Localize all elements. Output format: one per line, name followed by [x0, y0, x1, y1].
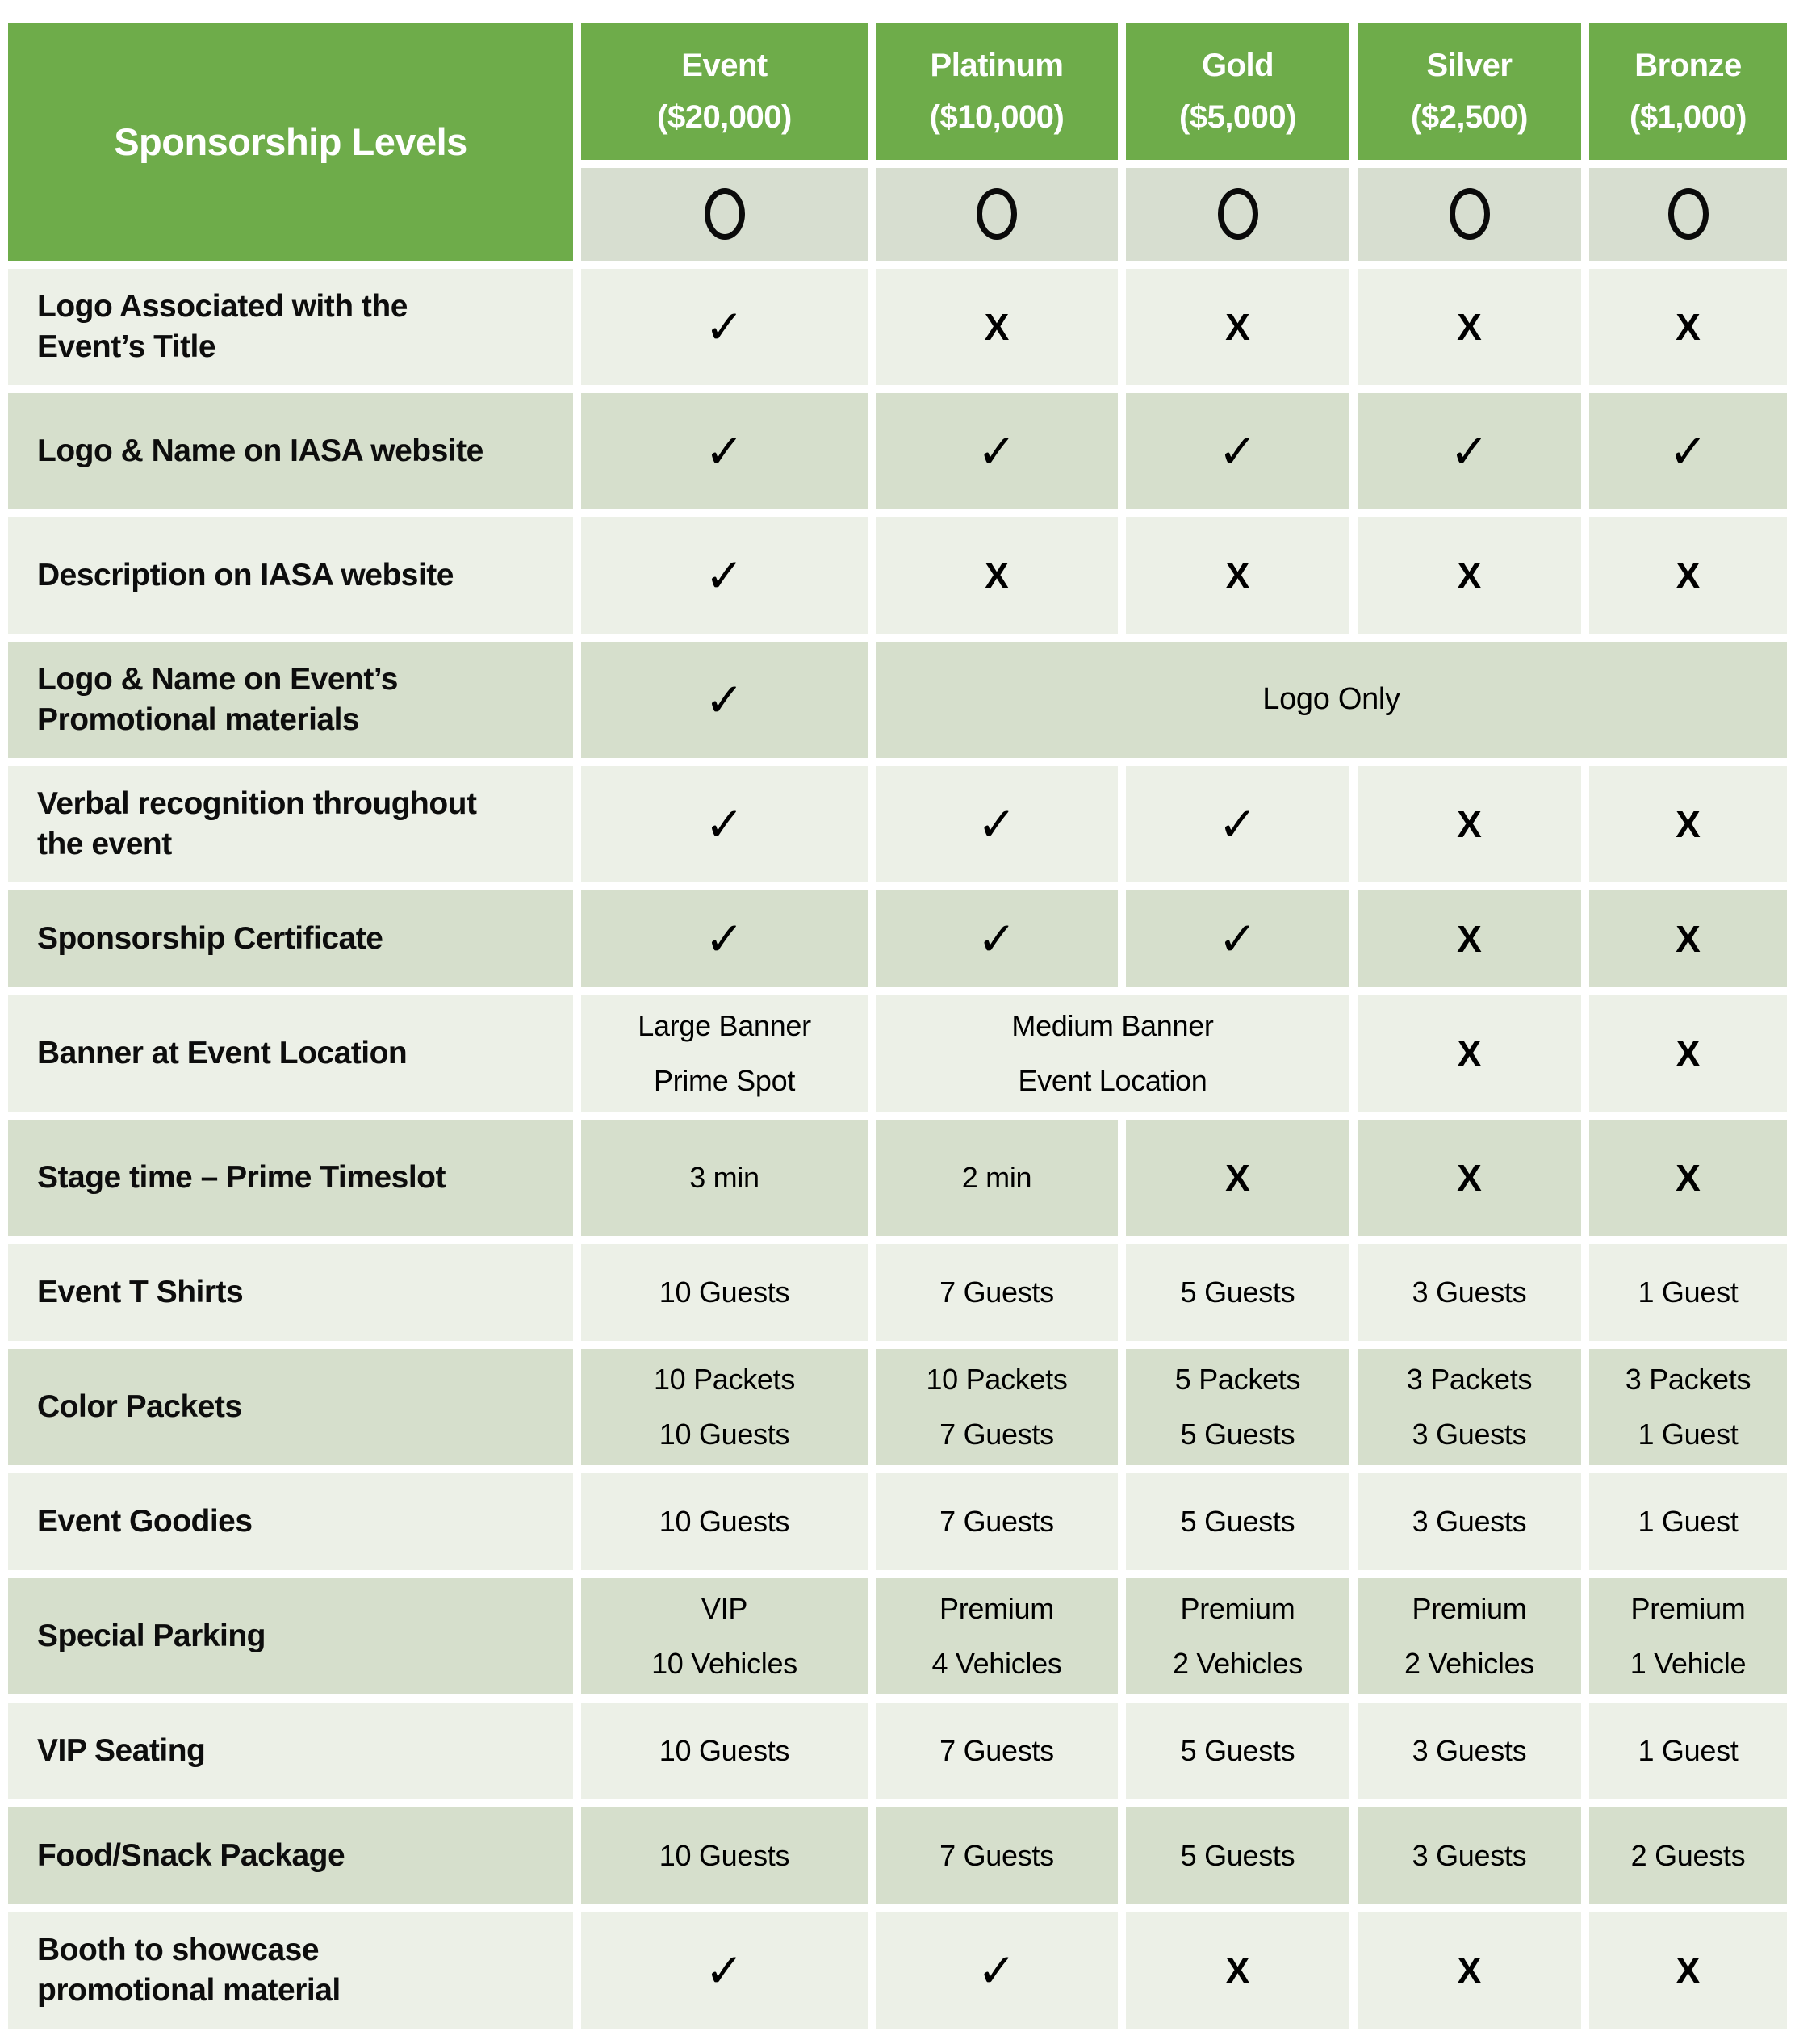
page-title: Sponsorship Levels [8, 23, 573, 261]
tier-value: VIP 10 Vehicles [581, 1578, 868, 1694]
feature-label: VIP Seating [8, 1703, 573, 1799]
tier-name: Gold [1201, 48, 1274, 83]
feature-row-logo-title [8, 269, 1787, 385]
x-mark: X [1589, 890, 1787, 987]
feature-label: Food/Snack Package [8, 1807, 573, 1904]
feature-row-food-snack [8, 1807, 1787, 1904]
tier-header-bronze [1589, 23, 1787, 160]
check-mark: ✓ [581, 766, 868, 882]
tier-value: 7 Guests [876, 1473, 1118, 1570]
feature-label: Logo & Name on Event’s Promotional materials [8, 642, 573, 758]
tier-header-event [581, 23, 868, 160]
feature-label: Verbal recognition throughout the event [8, 766, 573, 882]
feature-label: Logo Associated with the Event’s Title [8, 269, 573, 385]
feature-label: Booth to showcase promotional material [8, 1912, 573, 2029]
x-mark: X [1589, 269, 1787, 385]
x-mark: X [1358, 1120, 1581, 1236]
x-mark: X [1358, 1912, 1581, 2029]
merged-value: Logo Only [876, 642, 1787, 758]
feature-label: Event T Shirts [8, 1244, 573, 1341]
feature-label: Event Goodies [8, 1473, 573, 1570]
feature-row-goodies [8, 1473, 1787, 1570]
x-mark: X [876, 517, 1118, 634]
check-mark: ✓ [1126, 393, 1349, 509]
tier-value: 10 Guests [581, 1244, 868, 1341]
select-circle-gold[interactable] [1126, 168, 1349, 261]
x-mark: X [1358, 269, 1581, 385]
feature-row-certificate [8, 890, 1787, 987]
tier-value: 2 min [876, 1120, 1118, 1236]
tier-value: 5 Packets 5 Guests [1126, 1349, 1349, 1465]
tier-name: Bronze [1634, 48, 1742, 83]
tier-header-silver [1358, 23, 1581, 160]
x-mark: X [1589, 1120, 1787, 1236]
select-circle-silver[interactable] [1358, 168, 1581, 261]
check-mark: ✓ [581, 393, 868, 509]
tier-value: 5 Guests [1126, 1703, 1349, 1799]
tier-value: Premium 2 Vehicles [1358, 1578, 1581, 1694]
feature-label: Stage time – Prime Timeslot [8, 1120, 573, 1236]
merged-value: Medium Banner Event Location [876, 995, 1349, 1112]
tier-name: Platinum [930, 48, 1064, 83]
tier-value: 3 Guests [1358, 1473, 1581, 1570]
tier-value: Large Banner Prime Spot [581, 995, 868, 1112]
x-mark: X [1589, 995, 1787, 1112]
tier-value: 3 Guests [1358, 1807, 1581, 1904]
check-mark: ✓ [876, 890, 1118, 987]
feature-row-parking [8, 1578, 1787, 1694]
tier-price: ($1,000) [1630, 99, 1747, 135]
check-mark: ✓ [876, 766, 1118, 882]
x-mark: X [1589, 517, 1787, 634]
circle-icon [977, 188, 1017, 240]
x-mark: X [1126, 1120, 1349, 1236]
check-mark: ✓ [581, 890, 868, 987]
tier-value: 10 Packets 10 Guests [581, 1349, 868, 1465]
tier-value: 1 Guest [1589, 1473, 1787, 1570]
tier-value: 1 Guest [1589, 1244, 1787, 1341]
tier-value: 5 Guests [1126, 1244, 1349, 1341]
x-mark: X [1589, 766, 1787, 882]
tier-value: 3 Guests [1358, 1244, 1581, 1341]
check-mark: ✓ [876, 393, 1118, 509]
check-mark: ✓ [581, 642, 868, 758]
feature-label: Special Parking [8, 1578, 573, 1694]
circle-icon [1450, 188, 1490, 240]
tier-name: Event [681, 48, 768, 83]
tier-value: 7 Guests [876, 1703, 1118, 1799]
x-mark: X [876, 269, 1118, 385]
check-mark: ✓ [876, 1912, 1118, 2029]
tier-value: 2 Guests [1589, 1807, 1787, 1904]
header-row [8, 23, 1787, 160]
x-mark: X [1126, 1912, 1349, 2029]
tier-value: Premium 1 Vehicle [1589, 1578, 1787, 1694]
circle-icon [1668, 188, 1709, 240]
check-mark: ✓ [581, 269, 868, 385]
tier-value: 1 Guest [1589, 1703, 1787, 1799]
tier-value: 7 Guests [876, 1244, 1118, 1341]
tier-value: 5 Guests [1126, 1807, 1349, 1904]
x-mark: X [1126, 517, 1349, 634]
tier-value: 10 Packets 7 Guests [876, 1349, 1118, 1465]
feature-row-t-shirts [8, 1244, 1787, 1341]
tier-name: Silver [1426, 48, 1513, 83]
x-mark: X [1589, 1912, 1787, 2029]
select-circle-event[interactable] [581, 168, 868, 261]
feature-label: Color Packets [8, 1349, 573, 1465]
feature-row-verbal-recognition [8, 766, 1787, 882]
tier-value: 7 Guests [876, 1807, 1118, 1904]
x-mark: X [1358, 517, 1581, 634]
feature-row-vip-seating [8, 1703, 1787, 1799]
x-mark: X [1358, 995, 1581, 1112]
check-mark: ✓ [581, 517, 868, 634]
feature-label: Logo & Name on IASA website [8, 393, 573, 509]
check-mark: ✓ [1589, 393, 1787, 509]
feature-row-color-packets [8, 1349, 1787, 1465]
feature-label: Banner at Event Location [8, 995, 573, 1112]
feature-row-description-website [8, 517, 1787, 634]
select-circle-platinum[interactable] [876, 168, 1118, 261]
tier-value: 10 Guests [581, 1473, 868, 1570]
tier-price: ($10,000) [929, 99, 1065, 135]
tier-value: 3 Packets 1 Guest [1589, 1349, 1787, 1465]
tier-price: ($2,500) [1411, 99, 1528, 135]
tier-value: 10 Guests [581, 1807, 868, 1904]
check-mark: ✓ [1358, 393, 1581, 509]
feature-row-banner [8, 995, 1787, 1112]
tier-price: ($20,000) [657, 99, 792, 135]
x-mark: X [1358, 766, 1581, 882]
tier-value: 3 Guests [1358, 1703, 1581, 1799]
tier-price: ($5,000) [1179, 99, 1296, 135]
check-mark: ✓ [1126, 766, 1349, 882]
circle-icon [1218, 188, 1258, 240]
select-circle-bronze[interactable] [1589, 168, 1787, 261]
x-mark: X [1126, 269, 1349, 385]
check-mark: ✓ [581, 1912, 868, 2029]
tier-value: 3 min [581, 1120, 868, 1236]
tier-value: Premium 4 Vehicles [876, 1578, 1118, 1694]
sponsorship-table [0, 15, 1795, 2037]
tier-header-gold [1126, 23, 1349, 160]
feature-label: Sponsorship Certificate [8, 890, 573, 987]
tier-value: 5 Guests [1126, 1473, 1349, 1570]
feature-row-stage-time [8, 1120, 1787, 1236]
tier-value: 10 Guests [581, 1703, 868, 1799]
x-mark: X [1358, 890, 1581, 987]
feature-row-booth [8, 1912, 1787, 2029]
tier-value: Premium 2 Vehicles [1126, 1578, 1349, 1694]
feature-row-logo-name-website [8, 393, 1787, 509]
feature-label: Description on IASA website [8, 517, 573, 634]
tier-value: 3 Packets 3 Guests [1358, 1349, 1581, 1465]
check-mark: ✓ [1126, 890, 1349, 987]
tier-header-platinum [876, 23, 1118, 160]
feature-row-promotional-materials [8, 642, 1787, 758]
circle-icon [705, 188, 745, 240]
